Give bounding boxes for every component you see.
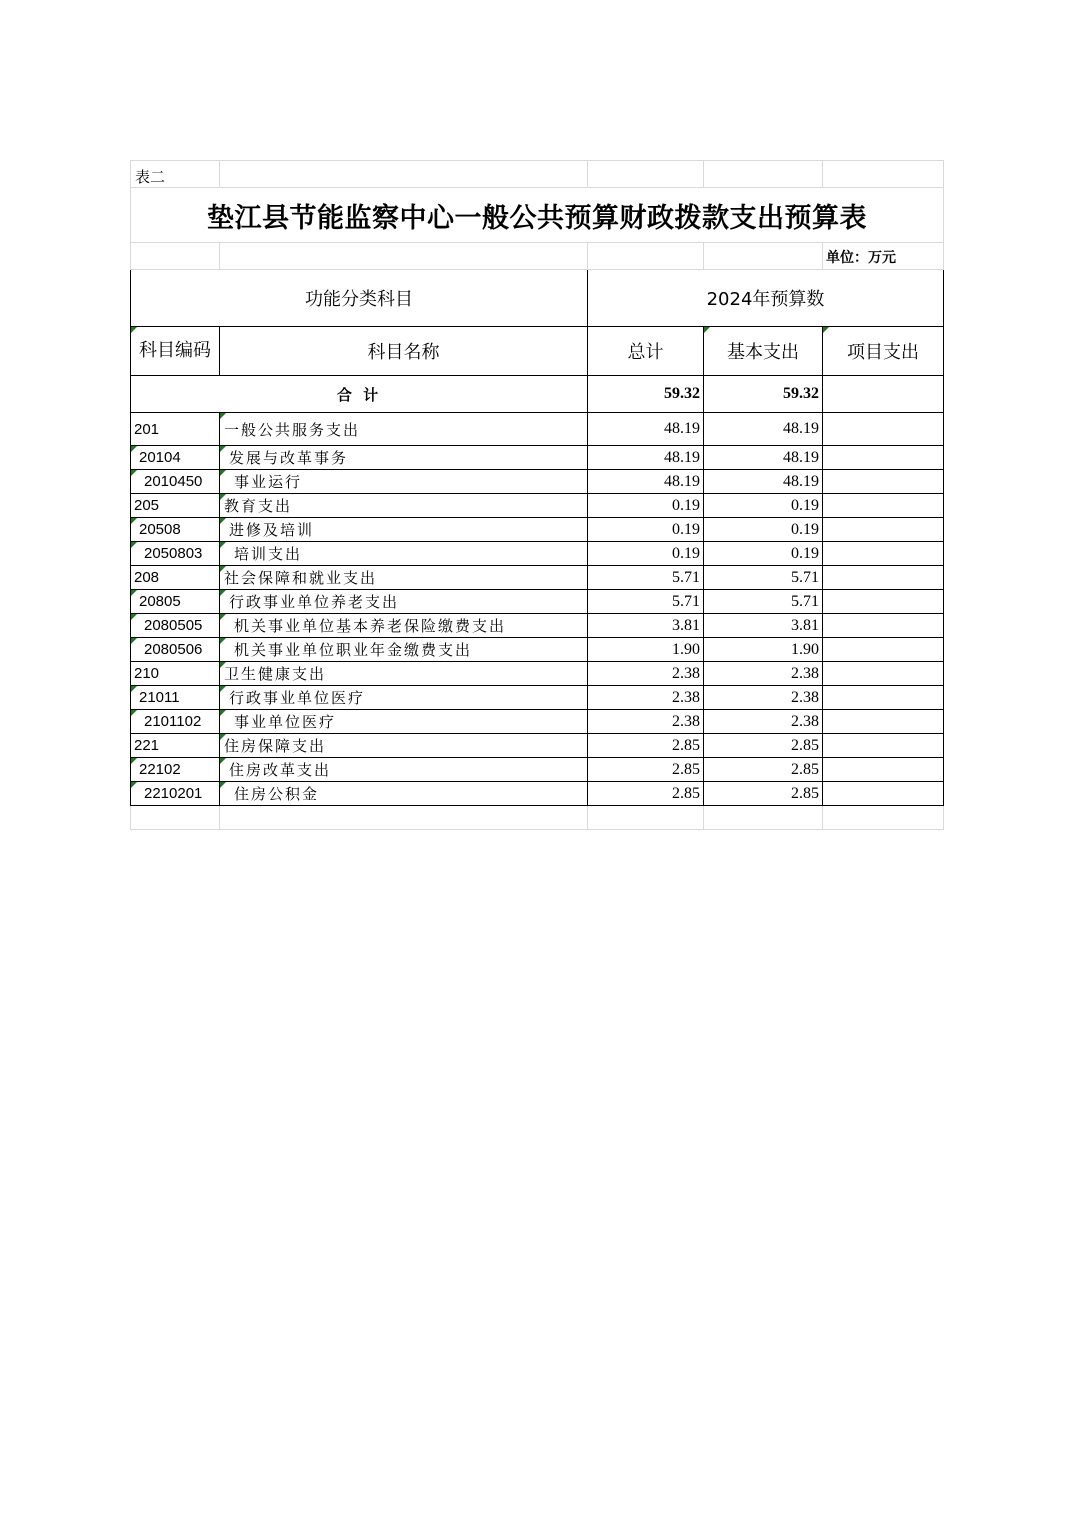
row-project: [823, 686, 944, 710]
row-basic: 3.81: [704, 614, 823, 638]
row-basic: 5.71: [704, 566, 823, 590]
totals-label: 合 计: [131, 376, 588, 413]
row-basic: 2.85: [704, 734, 823, 758]
row-total: 0.19: [588, 494, 704, 518]
row-basic: 0.19: [704, 518, 823, 542]
table-row: [131, 413, 944, 446]
table-row: [131, 494, 944, 518]
budget-sheet: [130, 160, 943, 830]
row-total: 5.71: [588, 566, 704, 590]
row-basic: 2.38: [704, 662, 823, 686]
page-title: 垫江县节能监察中心一般公共预算财政拨款支出预算表: [131, 188, 944, 243]
row-name: 培训支出: [220, 542, 588, 566]
row-basic: 48.19: [704, 413, 823, 446]
row-total: 48.19: [588, 446, 704, 470]
totals-project: [823, 376, 944, 413]
header-basic: 基本支出: [704, 327, 823, 376]
row-project: [823, 782, 944, 806]
row-total: 2.38: [588, 686, 704, 710]
row-code: 201: [131, 413, 220, 446]
unit-label: 单位：万元: [823, 243, 944, 270]
row-total: 1.90: [588, 638, 704, 662]
row-name: 住房公积金: [220, 782, 588, 806]
header-row-1: [131, 270, 944, 327]
row-code: 221: [131, 734, 220, 758]
table-row: [131, 686, 944, 710]
row-basic: 5.71: [704, 590, 823, 614]
table-row: [131, 638, 944, 662]
row-total: 2.38: [588, 710, 704, 734]
row-name: 住房改革支出: [220, 758, 588, 782]
row-project: [823, 446, 944, 470]
row-code: 2010450: [131, 470, 220, 494]
header-project: 项目支出: [823, 327, 944, 376]
row-project: [823, 542, 944, 566]
row-total: 3.81: [588, 614, 704, 638]
table-row: [131, 710, 944, 734]
table-row: [131, 518, 944, 542]
row-name: 住房保障支出: [220, 734, 588, 758]
row-name: 行政事业单位医疗: [220, 686, 588, 710]
label-row: [131, 161, 944, 188]
row-code: 22102: [131, 758, 220, 782]
header-code: 科目编码: [131, 327, 220, 376]
table-row: [131, 662, 944, 686]
row-name: 教育支出: [220, 494, 588, 518]
budget-table: [130, 160, 944, 830]
row-code: 2080505: [131, 614, 220, 638]
row-name: 一般公共服务支出: [220, 413, 588, 446]
table-row: [131, 542, 944, 566]
totals-total: 59.32: [588, 376, 704, 413]
header-function-class: 功能分类科目: [131, 270, 588, 327]
row-project: [823, 614, 944, 638]
row-name: 机关事业单位职业年金缴费支出: [220, 638, 588, 662]
table-row: [131, 614, 944, 638]
row-total: 0.19: [588, 542, 704, 566]
row-code: 2210201: [131, 782, 220, 806]
row-total: 2.38: [588, 662, 704, 686]
row-project: [823, 494, 944, 518]
row-name: 事业单位医疗: [220, 710, 588, 734]
row-basic: 2.85: [704, 758, 823, 782]
row-basic: 48.19: [704, 470, 823, 494]
row-code: 20508: [131, 518, 220, 542]
header-total: 总计: [588, 327, 704, 376]
row-total: 48.19: [588, 470, 704, 494]
row-total: 2.85: [588, 734, 704, 758]
row-project: [823, 638, 944, 662]
row-project: [823, 734, 944, 758]
row-project: [823, 710, 944, 734]
row-project: [823, 413, 944, 446]
table-row: [131, 758, 944, 782]
trailing-empty-row: [131, 806, 944, 830]
row-code: 20805: [131, 590, 220, 614]
row-basic: 48.19: [704, 446, 823, 470]
header-row-2: [131, 327, 944, 376]
table-label: 表二: [131, 161, 220, 188]
row-project: [823, 758, 944, 782]
row-code: 210: [131, 662, 220, 686]
row-code: 2050803: [131, 542, 220, 566]
table-row: [131, 446, 944, 470]
row-code: 20104: [131, 446, 220, 470]
row-project: [823, 518, 944, 542]
row-name: 发展与改革事务: [220, 446, 588, 470]
row-code: 2101102: [131, 710, 220, 734]
row-total: 2.85: [588, 758, 704, 782]
row-code: 2080506: [131, 638, 220, 662]
row-code: 208: [131, 566, 220, 590]
row-code: 21011: [131, 686, 220, 710]
row-total: 48.19: [588, 413, 704, 446]
row-name: 进修及培训: [220, 518, 588, 542]
header-name: 科目名称: [220, 327, 588, 376]
table-row: [131, 566, 944, 590]
row-project: [823, 590, 944, 614]
row-basic: 2.38: [704, 710, 823, 734]
row-total: 2.85: [588, 782, 704, 806]
row-project: [823, 566, 944, 590]
row-name: 社会保障和就业支出: [220, 566, 588, 590]
totals-basic: 59.32: [704, 376, 823, 413]
row-name: 事业运行: [220, 470, 588, 494]
row-project: [823, 662, 944, 686]
row-project: [823, 470, 944, 494]
unit-row: [131, 243, 944, 270]
row-code: 205: [131, 494, 220, 518]
row-basic: 2.85: [704, 782, 823, 806]
row-total: 5.71: [588, 590, 704, 614]
table-row: [131, 470, 944, 494]
header-budget-year: 2024年预算数: [588, 270, 944, 327]
table-row: [131, 734, 944, 758]
row-name: 行政事业单位养老支出: [220, 590, 588, 614]
row-basic: 1.90: [704, 638, 823, 662]
title-row: [131, 188, 944, 243]
row-basic: 0.19: [704, 494, 823, 518]
row-basic: 2.38: [704, 686, 823, 710]
totals-row: [131, 376, 944, 413]
row-basic: 0.19: [704, 542, 823, 566]
table-row: [131, 590, 944, 614]
table-row: [131, 782, 944, 806]
row-name: 卫生健康支出: [220, 662, 588, 686]
row-name: 机关事业单位基本养老保险缴费支出: [220, 614, 588, 638]
row-total: 0.19: [588, 518, 704, 542]
